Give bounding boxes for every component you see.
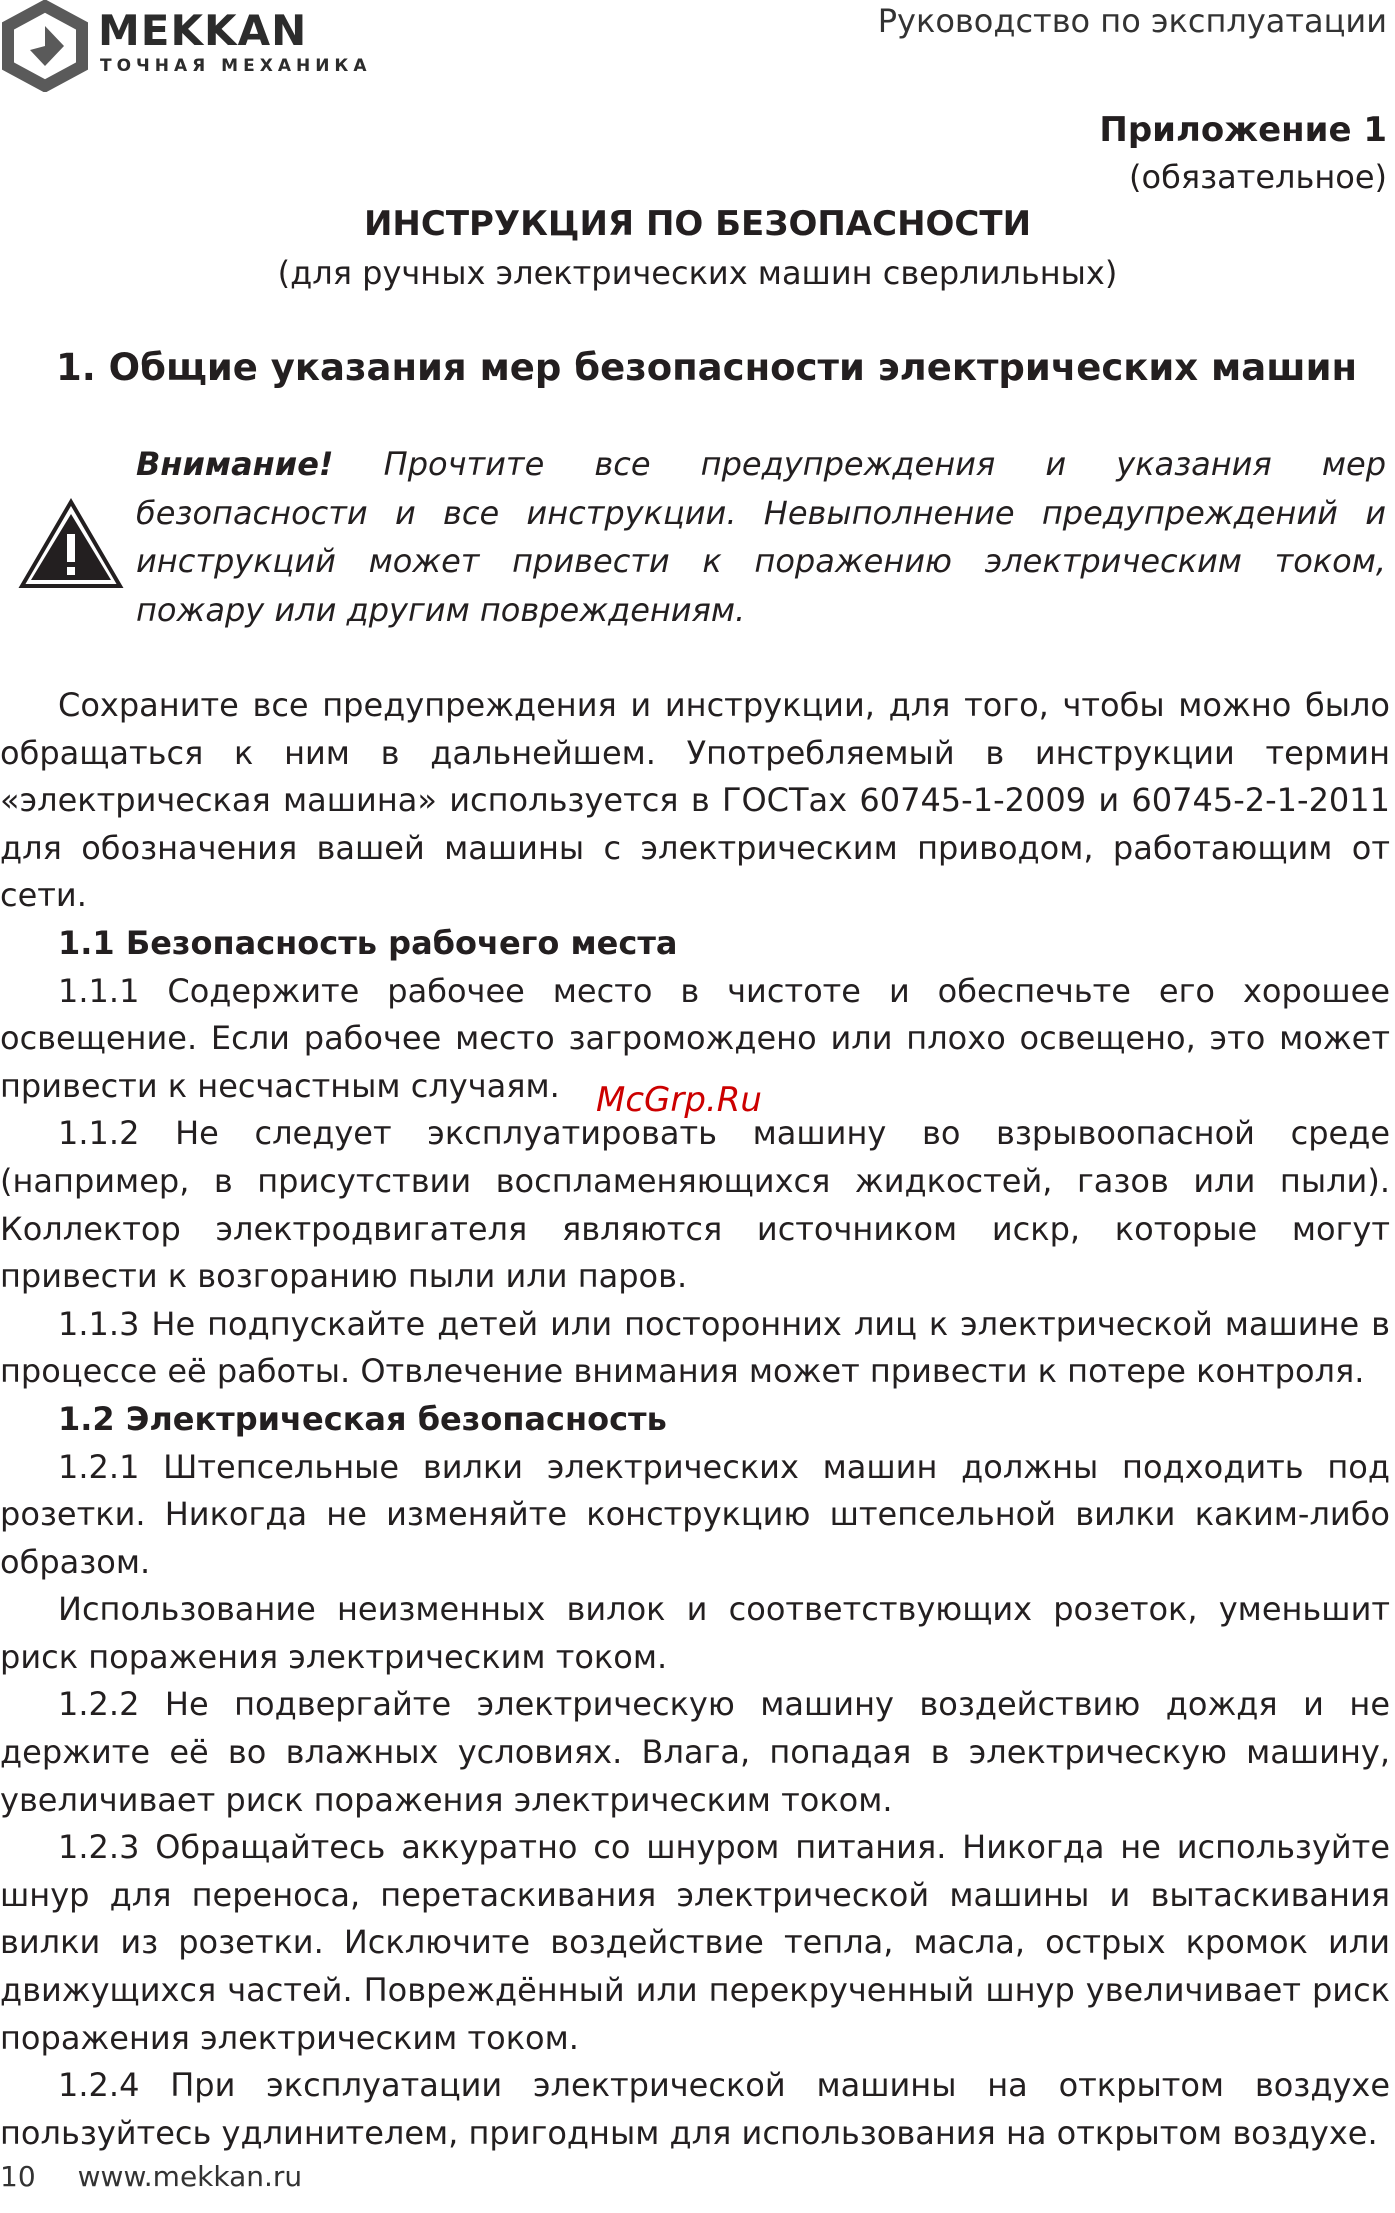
brand-name: MEKKAN xyxy=(98,6,308,55)
website-link[interactable]: www.mekkan.ru xyxy=(77,2160,303,2193)
subsection-heading: 1.2 Электрическая безопасность xyxy=(58,1399,667,1438)
instruction-title: ИНСТРУКЦИЯ ПО БЕЗОПАСНОСТИ xyxy=(363,204,1032,244)
paragraph: 1.1.1 Содержите рабочее место в чистоте и обеспечьте его хорошее освещение. Если рабочее место загромождено или плохо освещено, это может привести к несчастным случаям. xyxy=(0,971,1390,1105)
section-title: 1. Общие указания мер безопасности электрических машин xyxy=(56,346,1358,389)
appendix-title: Приложение 1 xyxy=(1099,110,1387,150)
brand-logo xyxy=(0,0,372,100)
watermark: McGrp.Ru xyxy=(596,1080,762,1120)
paragraph: Сохраните все предупреждения и инструкции, для того, чтобы можно было обращаться к ним в дальнейшем. Употребляемый в инструкции термин «электрическая машина» используется в ГОСТах 60745-1-2009 и 60745-2-1-2011 для обозначения вашей машины с электрическим приводом, работающим от сети. xyxy=(0,686,1390,915)
document-title: Руководство по эксплуатации xyxy=(877,2,1387,40)
warning-lead: Внимание! xyxy=(136,445,334,483)
warning-body: Прочтите все предупреждения и указания мер безопасности и все инструкции. Невыполнение предупреждений и инструкций может привести к поражению электрическим током, пожару или другим повреждениям. xyxy=(136,445,1386,629)
brand-tagline: ТОЧНАЯ МЕХАНИКА xyxy=(100,56,372,76)
paragraph: 1.2.1 Штепсельные вилки электрических машин должны подходить под розетки. Никогда не изменяйте конструкцию штепсельной вилки каким-либо образом. xyxy=(0,1447,1390,1581)
paragraph: 1.2.2 Не подвергайте электрическую машину воздействию дождя и не держите её во влажных условиях. Влага, попадая в электрическую машину, увеличивает риск поражения электрическим током. xyxy=(0,1685,1390,1819)
paragraph: 1.1.3 Не подпускайте детей или посторонних лиц к электрической машине в процессе её работы. Отвлечение внимания может привести к потере контроля. xyxy=(0,1304,1390,1391)
warning-text xyxy=(136,440,1386,634)
paragraph: Использование неизменных вилок и соответствующих розеток, уменьшит риск поражения электрическим током. xyxy=(0,1590,1390,1676)
subsection-heading: 1.1 Безопасность рабочего места xyxy=(58,923,678,962)
page-footer xyxy=(0,2160,302,2193)
logo-hexagon-icon xyxy=(0,0,90,92)
appendix-subtitle: (обязательное) xyxy=(1129,158,1387,196)
body-text xyxy=(0,682,1390,2157)
paragraph: 1.2.4 При эксплуатации электрической машины на открытом воздухе пользуйтесь удлинителем, пригодным для использования на открытом воздухе. xyxy=(0,2066,1390,2152)
instruction-subtitle: (для ручных электрических машин сверлильных) xyxy=(277,254,1118,292)
paragraph: 1.2.3 Обращайтесь аккуратно со шнуром питания. Никогда не используйте шнур для переноса, перетаскивания электрической машины и вытаскивания вилки из розетки. Исключите воздействие тепла, масла, острых кромок или движущихся частей. Повреждённый или перекрученный шнур увеличивает риск поражения электрическим током. xyxy=(0,1828,1390,2057)
warning-triangle-icon xyxy=(18,498,124,590)
page-number: 10 xyxy=(0,2160,36,2193)
paragraph: 1.1.2 Не следует эксплуатировать машину во взрывоопасной среде (например, в присутствии воспламеняющихся жидкостей, газов или пыли). Коллектор электродвигателя являются источником искр, которые могут привести к возгоранию пыли или паров. xyxy=(0,1114,1390,1296)
